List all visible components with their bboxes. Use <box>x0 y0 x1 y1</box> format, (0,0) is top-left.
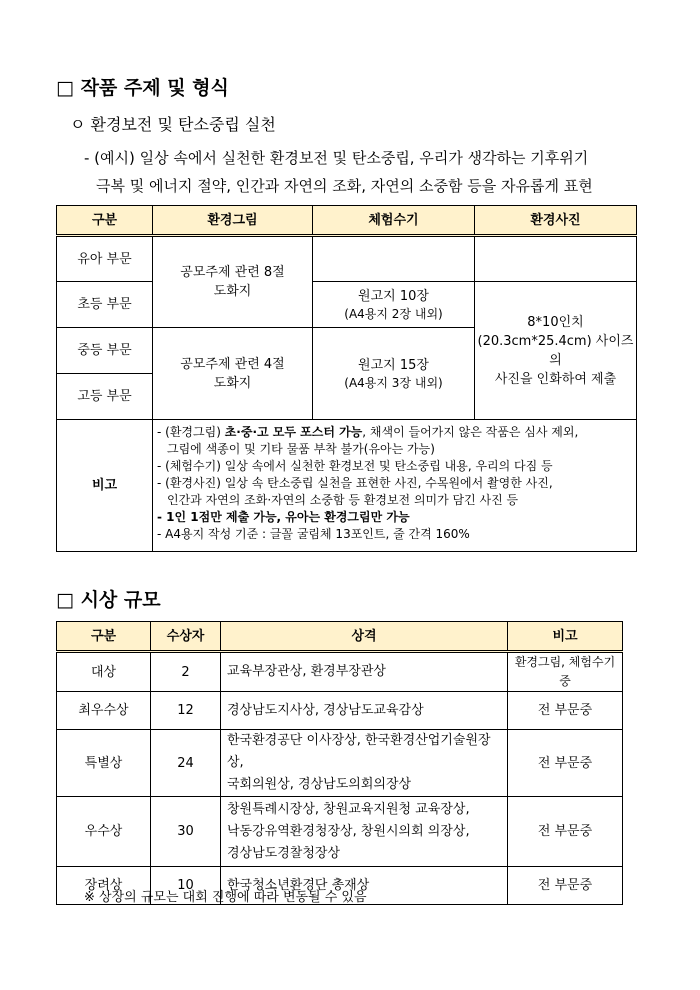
header-note: 비고 <box>508 622 623 652</box>
remark-drawing-line2: 그림에 색종이 및 기타 물품 부착 불가(유아는 가능) <box>167 442 435 456</box>
award-count: 30 <box>151 797 221 867</box>
header-award: 상격 <box>221 622 508 652</box>
award-count: 10 <box>151 867 221 905</box>
table-row <box>57 730 623 797</box>
award-names: 한국환경공단 이사장상, 한국환경산업기술원장상, 국회의원상, 경상남도의회의장상 <box>221 730 508 797</box>
table-row-remarks <box>57 420 637 552</box>
description-line-2: 극복 및 에너지 절약, 인간과 자연의 조화, 자연의 소중함 등을 자유롭게 표현 <box>96 177 593 195</box>
header-photo: 환경사진 <box>475 206 637 236</box>
remark-drawing: - (환경그림) 초·중·고 모두 포스터 가능, 채색이 들어가지 않은 작품은 심사 제외, <box>157 425 579 439</box>
remark-photo-line2: 인간과 자연의 조화·자연의 소중함 등 환경보전 의미가 담긴 사진 등 <box>167 493 519 507</box>
row-label-remarks: 비고 <box>57 420 153 552</box>
table-row <box>57 236 637 282</box>
row-label-high: 고등 부문 <box>57 374 153 420</box>
award-names: 한국청소년환경단 총재상 <box>221 867 508 905</box>
table-row <box>57 282 637 328</box>
award-count: 24 <box>151 730 221 797</box>
award-note: 전 부문중 <box>508 730 623 797</box>
award-category: 우수상 <box>57 797 151 867</box>
award-category: 특별상 <box>57 730 151 797</box>
awards-table <box>56 621 623 905</box>
drawing-4-cell: 공모주제 관련 4절 도화지 <box>153 328 313 420</box>
section-heading-theme: □ 작품 주제 및 형식 <box>56 77 229 99</box>
table-row <box>57 797 623 867</box>
award-category: 대상 <box>57 652 151 692</box>
photo-cell: 8*10인치 (20.3cm*25.4cm) 사이즈의 사진을 인화하여 제출 <box>475 282 637 420</box>
award-note: 환경그림, 체험수기 중 <box>508 652 623 692</box>
header-count: 수상자 <box>151 622 221 652</box>
essay-10-cell: 원고지 10장 (A4용지 2장 내외) <box>313 282 475 328</box>
section-heading-awards: □ 시상 규모 <box>56 589 161 611</box>
drawing-8-cell: 공모주제 관련 8절 도화지 <box>153 236 313 328</box>
section-subheading: ㅇ 환경보전 및 탄소중립 실천 <box>70 115 276 134</box>
award-category: 장려상 <box>57 867 151 905</box>
award-names: 교육부장관상, 환경부장관상 <box>221 652 508 692</box>
award-category: 최우수상 <box>57 692 151 730</box>
award-note: 전 부문중 <box>508 867 623 905</box>
description-line-1: - (예시) 일상 속에서 실천한 환경보전 및 탄소중립, 우리가 생각하는 기후위기 <box>84 149 589 167</box>
entry-format-table <box>56 205 637 552</box>
row-label-infant: 유아 부문 <box>57 236 153 282</box>
footer-note: ※ 상장의 규모는 대회 진행에 따라 변동될 수 있음 <box>84 890 367 905</box>
row-label-elementary: 초등 부문 <box>57 282 153 328</box>
award-note: 전 부문중 <box>508 797 623 867</box>
photo-infant-empty <box>475 236 637 282</box>
award-names: 경상남도지사상, 경상남도교육감상 <box>221 692 508 730</box>
essay-15-cell: 원고지 15장 (A4용지 3장 내외) <box>313 328 475 420</box>
header-essay: 체험수기 <box>313 206 475 236</box>
remark-photo: - (환경사진) 일상 속 탄소중립 실천을 표현한 사진, 수목원에서 촬영한 사진, <box>157 476 553 490</box>
table-row <box>57 652 623 692</box>
header-category: 구분 <box>57 206 153 236</box>
table-header-row <box>57 206 637 236</box>
table-row <box>57 692 623 730</box>
table-header-row <box>57 622 623 652</box>
essay-infant-empty <box>313 236 475 282</box>
remark-limit: - 1인 1점만 제출 가능, 유아는 환경그림만 가능 <box>157 510 410 524</box>
award-count: 2 <box>151 652 221 692</box>
row-label-middle: 중등 부문 <box>57 328 153 374</box>
award-names: 창원특례시장상, 창원교육지원청 교육장상, 낙동강유역환경청장상, 창원시의회 의장상, 경상남도경찰청장상 <box>221 797 508 867</box>
remark-essay: - (체험수기) 일상 속에서 실천한 환경보전 및 탄소중립 내용, 우리의 다짐 등 <box>157 459 553 473</box>
remarks-cell <box>153 420 637 552</box>
award-note: 전 부문중 <box>508 692 623 730</box>
header-category: 구분 <box>57 622 151 652</box>
remark-format: - A4용지 작성 기준 : 글꼴 굴림체 13포인트, 줄 간격 160% <box>157 527 470 541</box>
header-drawing: 환경그림 <box>153 206 313 236</box>
award-count: 12 <box>151 692 221 730</box>
